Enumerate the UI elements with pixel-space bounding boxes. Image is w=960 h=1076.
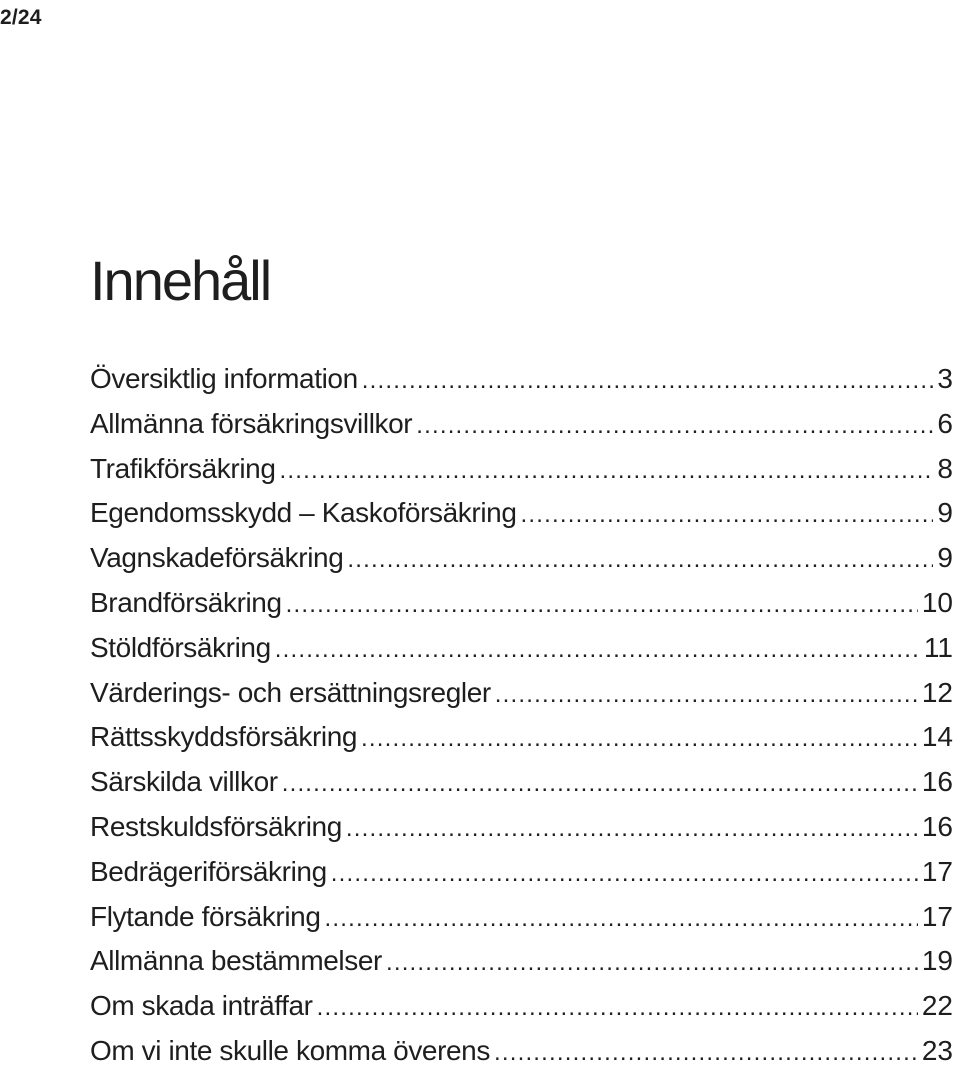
toc-entry-label: Värderings- och ersättningsregler — [90, 676, 491, 708]
toc-entry-page: 9 — [937, 542, 953, 574]
toc-leader-dots — [325, 897, 918, 942]
toc-leader-dots — [495, 673, 918, 718]
toc-entry[interactable] — [90, 715, 953, 760]
toc-entry[interactable] — [90, 1029, 953, 1074]
toc-entry[interactable] — [90, 805, 953, 850]
toc-leader-dots — [347, 538, 933, 583]
toc-leader-dots — [494, 1031, 918, 1076]
toc-leader-dots — [317, 986, 918, 1031]
toc-entry-page: 8 — [937, 452, 953, 484]
toc-entry-page: 23 — [921, 1034, 953, 1066]
toc-entry[interactable] — [90, 939, 953, 984]
toc-leader-dots — [280, 449, 934, 494]
toc-entry-page: 14 — [921, 721, 953, 753]
toc-entry-page: 10 — [921, 586, 953, 618]
toc-entry[interactable] — [90, 760, 953, 805]
toc-entry-label: Särskilda villkor — [90, 766, 278, 798]
toc-entry-label: Vagnskadeförsäkring — [90, 542, 344, 574]
toc-leader-dots — [286, 583, 918, 628]
toc-entry[interactable] — [90, 850, 953, 895]
toc-entry-label: Egendomsskydd – Kaskoförsäkring — [90, 497, 517, 529]
page-title: Innehåll — [90, 249, 271, 312]
toc-entry-label: Trafikförsäkring — [90, 452, 276, 484]
toc-entry-page: 16 — [921, 810, 953, 842]
toc-entry-label: Allmänna försäkringsvillkor — [90, 407, 413, 439]
toc-entry-label: Stöldförsäkring — [90, 631, 271, 663]
toc-entry-label: Om vi inte skulle komma överens — [90, 1034, 490, 1066]
toc-entry[interactable] — [90, 626, 953, 671]
toc-entry[interactable] — [90, 895, 953, 940]
toc-entry-label: Om skada inträffar — [90, 990, 313, 1022]
toc-entry-label: Restskuldsförsäkring — [90, 810, 342, 842]
toc-entry[interactable] — [90, 357, 953, 402]
toc-entry[interactable] — [90, 984, 953, 1029]
toc-leader-dots — [521, 493, 934, 538]
toc-entry[interactable] — [90, 671, 953, 716]
toc-entry-page: 9 — [937, 497, 953, 529]
toc-leader-dots — [275, 628, 920, 673]
toc-entry[interactable] — [90, 402, 953, 447]
toc-entry-page: 12 — [921, 676, 953, 708]
toc-entry[interactable] — [90, 581, 953, 626]
toc-leader-dots — [282, 762, 918, 807]
toc-leader-dots — [416, 404, 933, 449]
toc-entry[interactable] — [90, 536, 953, 581]
toc-entry-label: Bedrägeriförsäkring — [90, 855, 327, 887]
toc-entry-page: 22 — [921, 990, 953, 1022]
toc-entry-label: Flytande försäkring — [90, 900, 321, 932]
toc-leader-dots — [346, 807, 918, 852]
toc-entry-page: 6 — [937, 407, 953, 439]
toc-entry-page: 16 — [921, 766, 953, 798]
toc-leader-dots — [331, 852, 918, 897]
toc-entry-label: Översiktlig information — [90, 363, 358, 394]
toc-entry-page: 19 — [921, 945, 953, 977]
toc-entry-label: Allmänna bestämmelser — [90, 945, 382, 977]
toc-entry-label: Rättsskyddsförsäkring — [90, 721, 358, 753]
toc-leader-dots — [362, 359, 934, 404]
table-of-contents — [90, 357, 953, 1074]
toc-leader-dots — [386, 941, 918, 986]
toc-entry-page: 11 — [923, 631, 953, 663]
toc-entry-page: 17 — [921, 900, 953, 932]
toc-entry-page: 17 — [921, 855, 953, 887]
page-counter: 2/24 — [0, 6, 42, 29]
toc-entry[interactable] — [90, 447, 953, 492]
toc-entry-label: Brandförsäkring — [90, 586, 282, 618]
toc-entry[interactable] — [90, 491, 953, 536]
toc-leader-dots — [361, 717, 918, 762]
toc-entry-page: 3 — [937, 363, 953, 394]
